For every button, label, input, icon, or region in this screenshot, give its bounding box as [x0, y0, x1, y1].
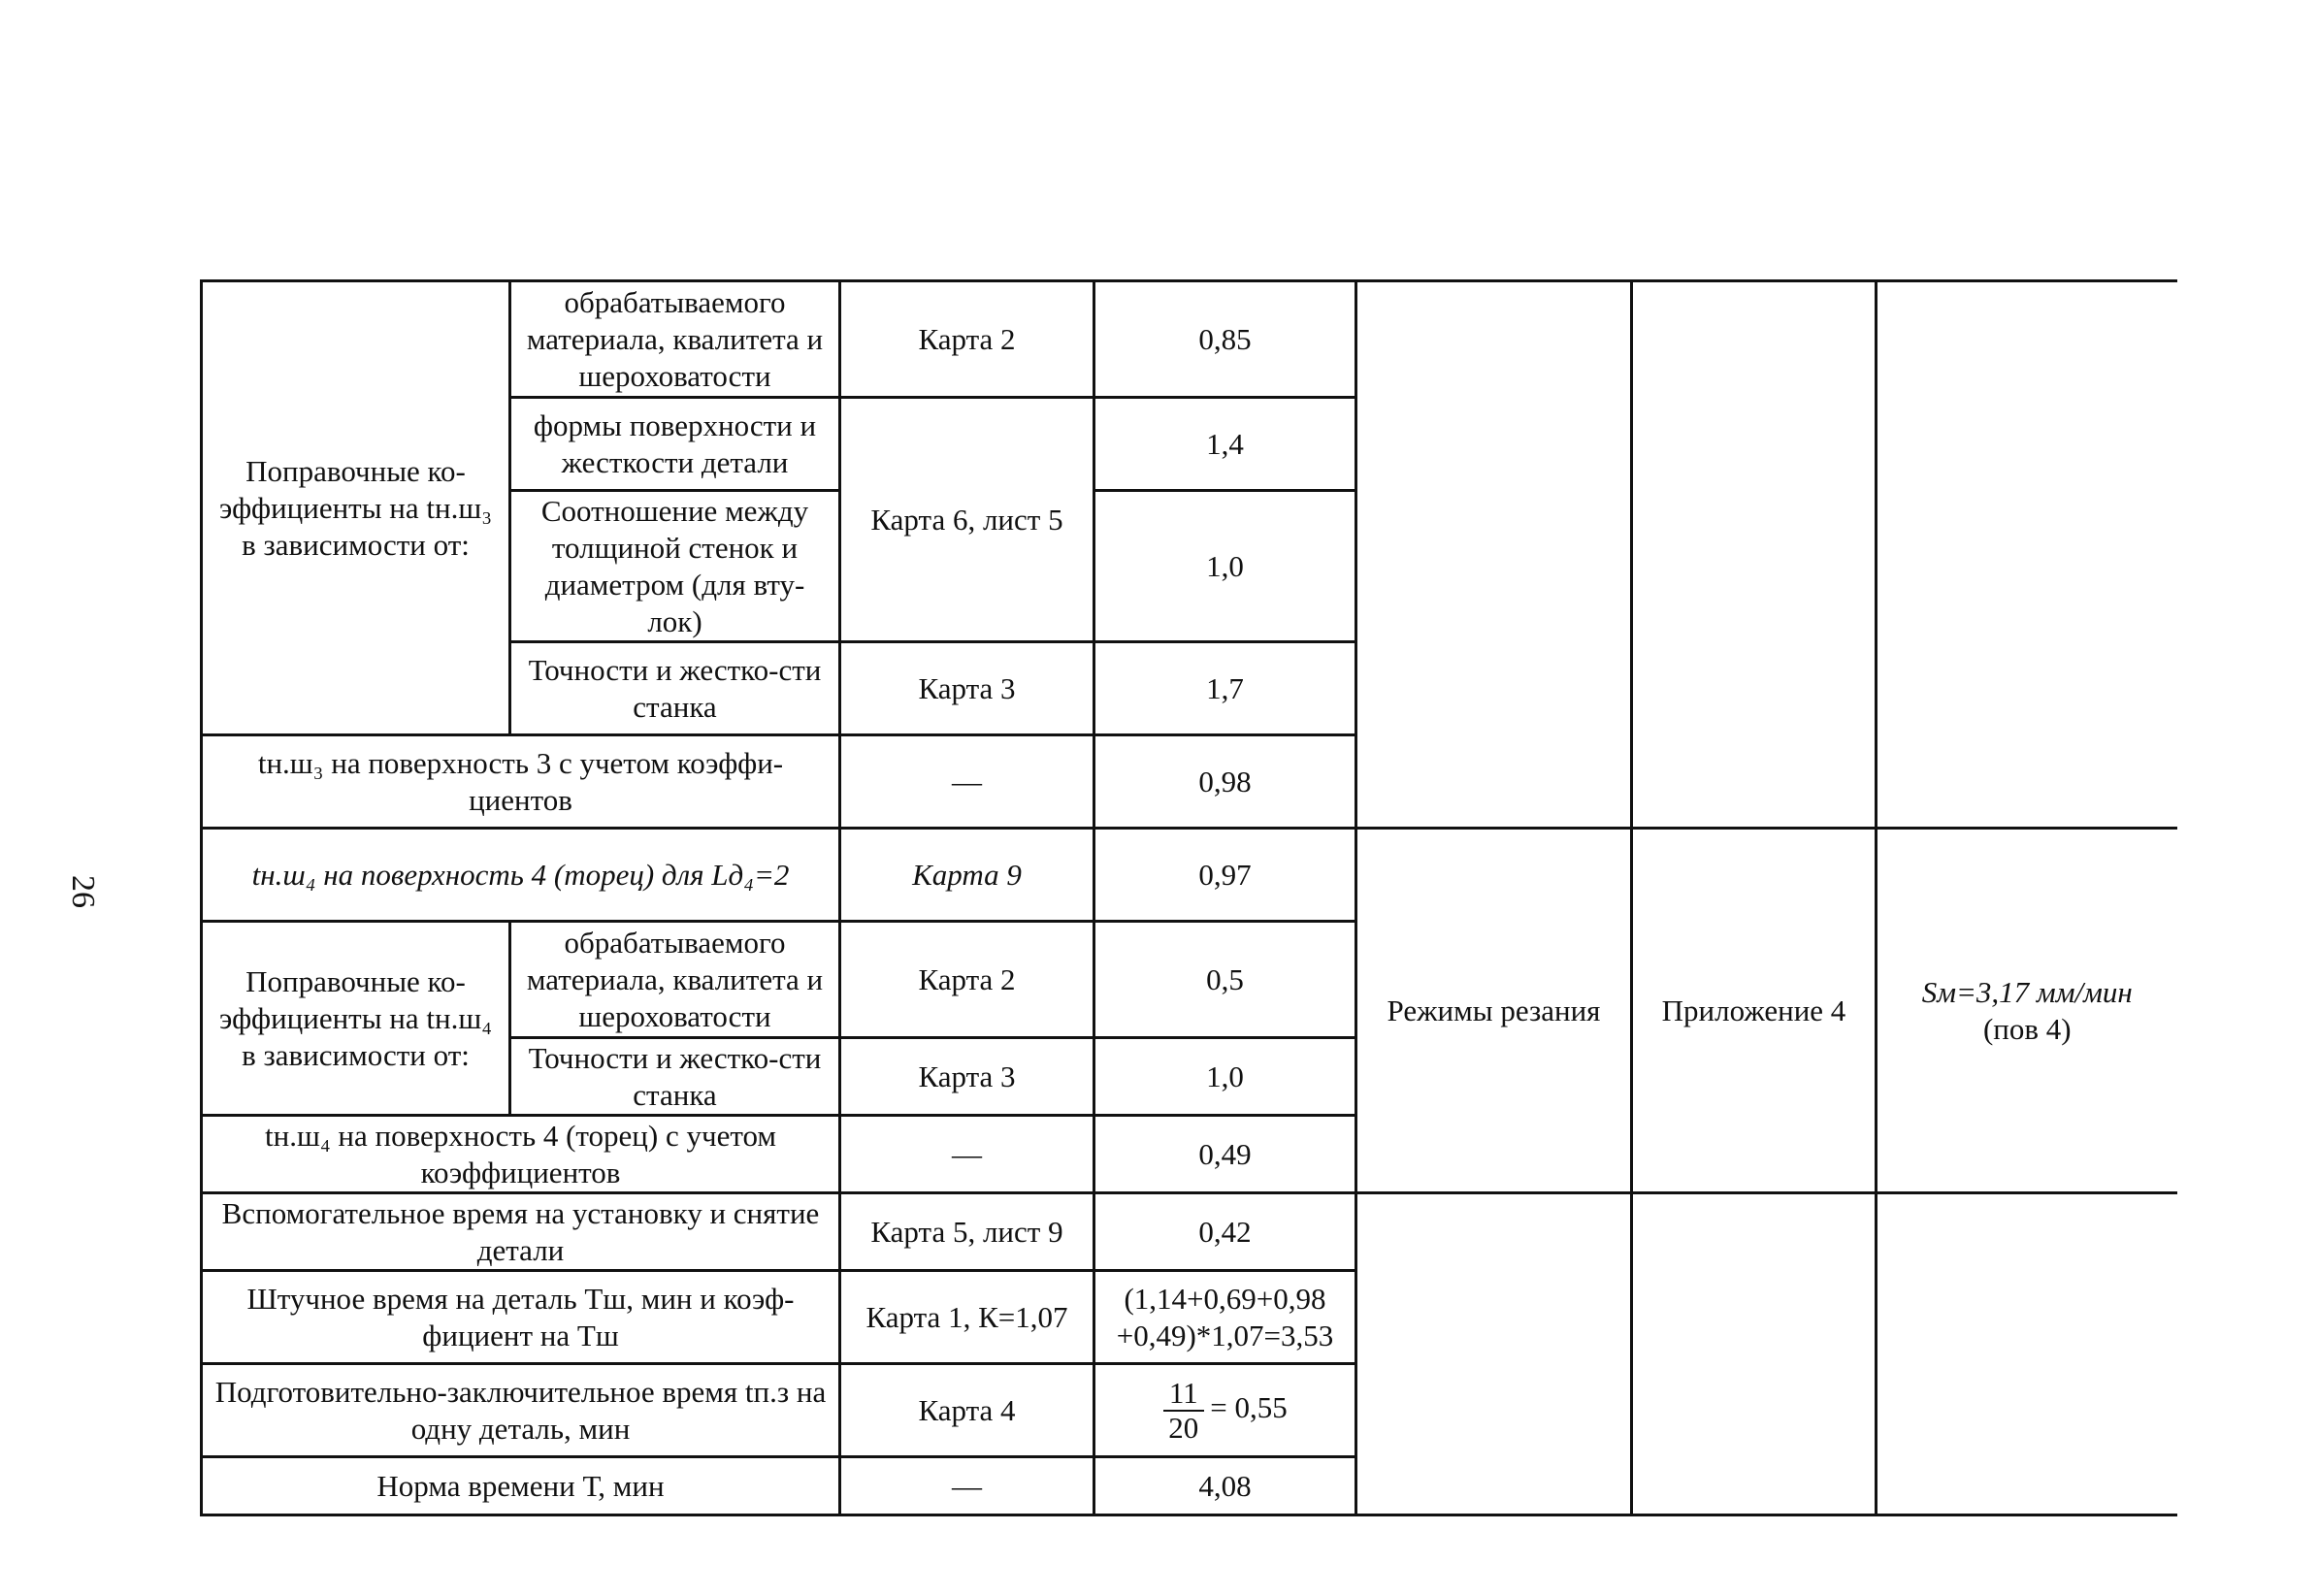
table-row [202, 281, 2177, 398]
value-cell: 0,5 [1094, 922, 1356, 1038]
feed-note: (пов 4) [1982, 1011, 2072, 1046]
coef-material: обрабатываемого материала, квалитета и шероховатости [510, 922, 840, 1038]
value-cell: 1,0 [1094, 1038, 1356, 1116]
blank-cell [1877, 281, 2177, 829]
coef-group-label-4: Поправочные ко-эффициенты на tн.ш₄ в зависимости от: [202, 922, 510, 1116]
blank-cell [1356, 1193, 1632, 1515]
coef-machine-precision: Точности и жестко-сти станка [510, 642, 840, 735]
ref-cell: Карта 3 [840, 1038, 1094, 1116]
feed-cell [1877, 829, 2177, 1193]
value-cell: 0,42 [1094, 1193, 1356, 1271]
ref-cell: — [840, 735, 1094, 829]
aux-time-label: Вспомогательное время на установку и снятие детали [202, 1193, 840, 1271]
ref-cell: Карта 2 [840, 281, 1094, 398]
value-cell: 0,97 [1094, 829, 1356, 922]
value-cell: 1,4 [1094, 398, 1356, 491]
coef-group-label-3: Поправочные ко-эффициенты на tн.ш₃ в зависимости от: [202, 281, 510, 735]
ref-cell: Карта 2 [840, 922, 1094, 1038]
coef-material: обрабатываемого материала, квалитета и шероховатости [510, 281, 840, 398]
ref-cell: Карта 9 [840, 829, 1094, 922]
page-number: 26 [65, 875, 101, 908]
table-row [202, 1193, 2177, 1271]
piece-time-label: Штучное время на деталь Тш, мин и коэф-фициент на Тш [202, 1271, 840, 1364]
time-norm-label: Норма времени Т, мин [202, 1457, 840, 1515]
ref-cell: Карта 5, лист 9 [840, 1193, 1094, 1271]
surface-4-label: tн.ш₄ на поверхность 4 (торец) для Lд₄=2 [202, 829, 840, 922]
fraction-numerator: 11 [1163, 1377, 1204, 1412]
ref-cell: — [840, 1116, 1094, 1193]
value-cell: 0,98 [1094, 735, 1356, 829]
cutting-modes-cell: Режимы резания [1356, 829, 1632, 1193]
prep-time-label: Подготовительно-заключительное время tп.з на одну деталь, мин [202, 1364, 840, 1457]
fraction [1162, 1377, 1204, 1445]
blank-cell [1632, 281, 1877, 829]
ref-cell: Карта 1, К=1,07 [840, 1271, 1094, 1364]
value-cell: (1,14+0,69+0,98 +0,49)*1,07=3,53 [1094, 1271, 1356, 1364]
blank-cell [1877, 1193, 2177, 1515]
blank-cell [1356, 281, 1632, 829]
surface-4-total-label: tн.ш₄ на поверхность 4 (торец) с учетом коэффициентов [202, 1116, 840, 1193]
coef-machine-precision: Точности и жестко-сти станка [510, 1038, 840, 1116]
value-cell: 0,49 [1094, 1116, 1356, 1193]
surface-3-total-label: tн.ш₃ на поверхность 3 с учетом коэффи-циентов [202, 735, 840, 829]
value-cell: 1,7 [1094, 642, 1356, 735]
fraction-denominator: 20 [1168, 1410, 1199, 1445]
appendix-cell: Приложение 4 [1632, 829, 1877, 1193]
ref-cell: Карта 6, лист 5 [840, 398, 1094, 642]
ref-cell: — [840, 1457, 1094, 1515]
coef-shape: формы поверхности и жесткости детали [510, 398, 840, 491]
blank-cell [1632, 1193, 1877, 1515]
time-norms-table [200, 279, 2177, 1516]
fraction-result: = 0,55 [1210, 1389, 1288, 1424]
table-row [202, 829, 2177, 922]
value-cell: 4,08 [1094, 1457, 1356, 1515]
value-cell: 1,0 [1094, 491, 1356, 642]
ref-cell: Карта 3 [840, 642, 1094, 735]
feed-value: Sм=3,17 мм/мин [1921, 974, 2133, 1009]
value-cell [1094, 1364, 1356, 1457]
coef-wall-ratio: Соотношение между толщиной стенок и диаметром (для вту-лок) [510, 491, 840, 642]
value-cell: 0,85 [1094, 281, 1356, 398]
ref-cell: Карта 4 [840, 1364, 1094, 1457]
